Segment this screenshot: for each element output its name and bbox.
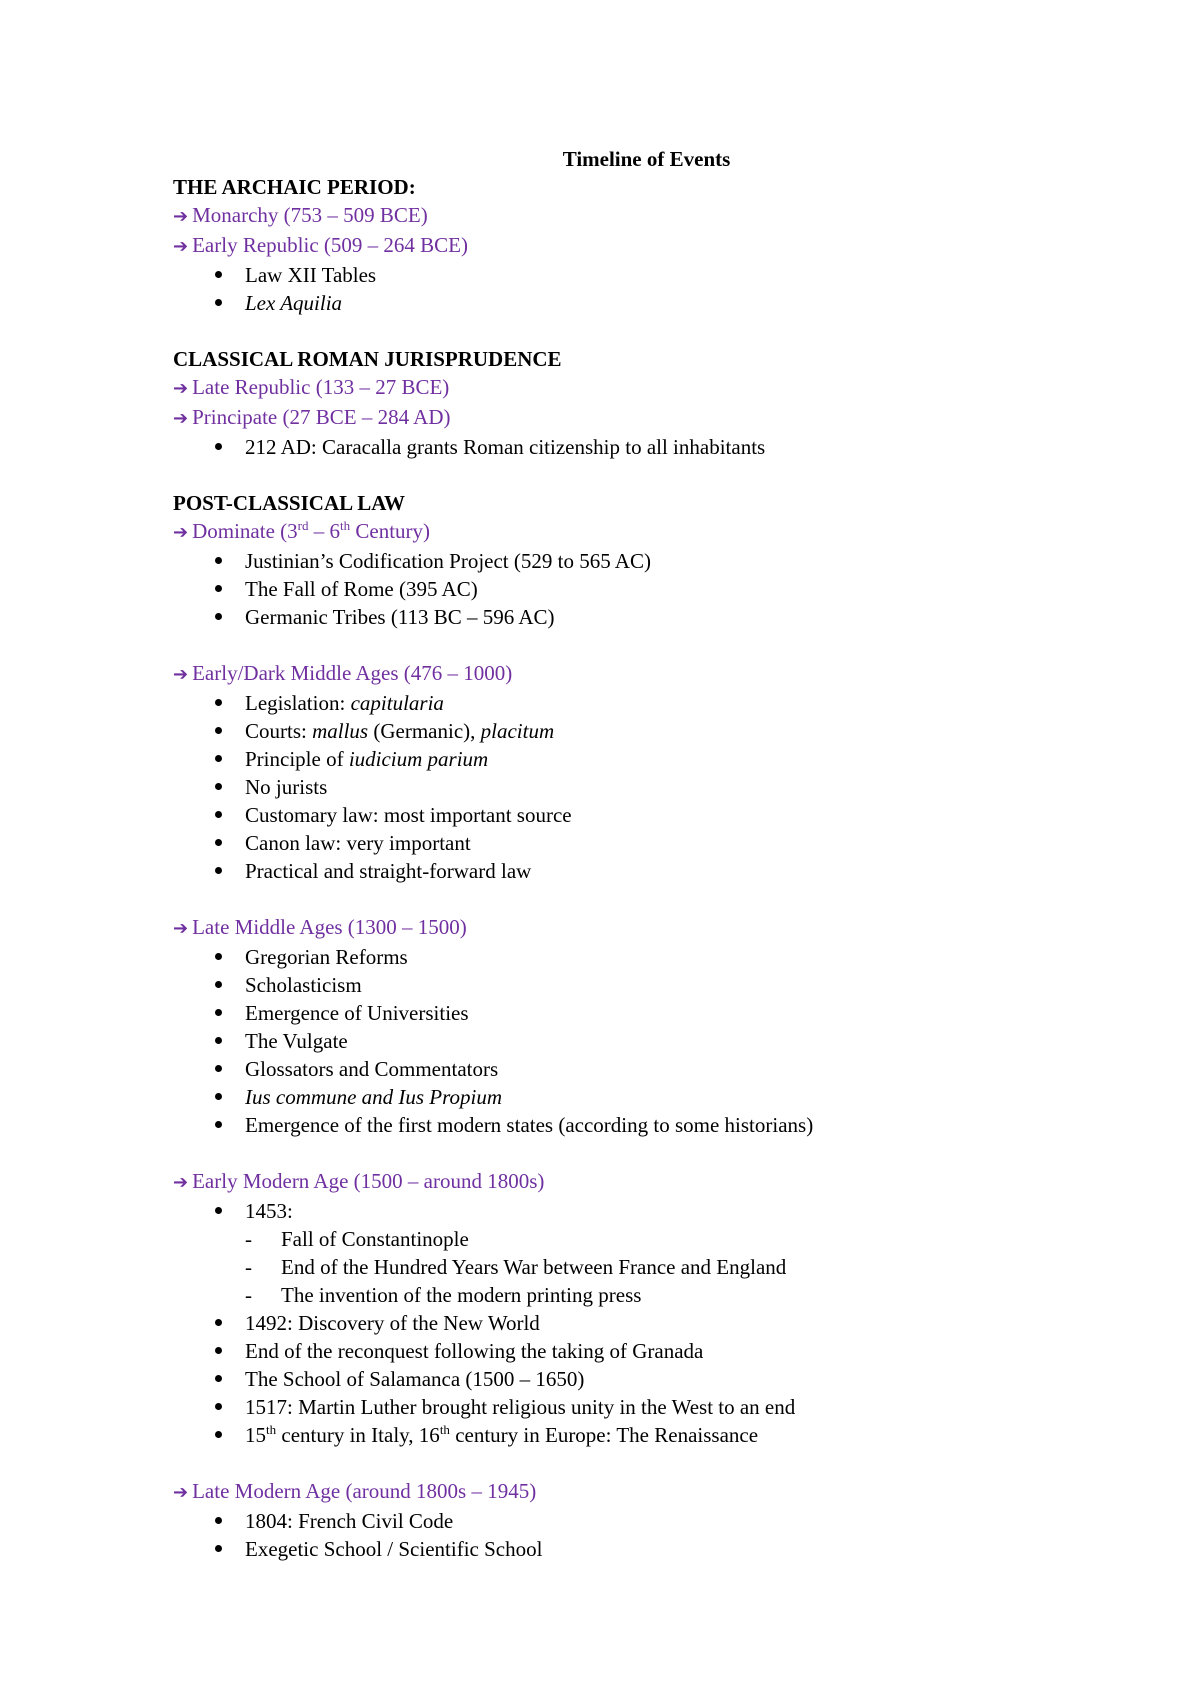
list-item: 1517: Martin Luther brought religious unity in the West to an end — [173, 1393, 1080, 1421]
list-item: Emergence of the first modern states (according to some historians) — [173, 1111, 1080, 1139]
section-late-modern-age — [173, 1477, 1080, 1563]
section-late-middle-ages — [173, 913, 1080, 1139]
period-line: ➔ Early Republic (509 – 264 BCE) — [173, 233, 468, 257]
section-heading: CLASSICAL ROMAN JURISPRUDENCE — [173, 347, 562, 371]
list-item: No jurists — [173, 773, 1080, 801]
period-line: ➔ Early Modern Age (1500 – around 1800s) — [173, 1169, 545, 1193]
right-arrow-icon: ➔ — [173, 236, 189, 257]
period-line: ➔ Late Modern Age (around 1800s – 1945) — [173, 1479, 537, 1503]
section-early-modern-age — [173, 1167, 1080, 1449]
dash-item: - The invention of the modern printing press — [173, 1281, 1080, 1309]
list-item: The Vulgate — [173, 1027, 1080, 1055]
bullet-list — [173, 433, 1080, 461]
section-heading: THE ARCHAIC PERIOD: — [173, 175, 416, 199]
right-arrow-icon: ➔ — [173, 378, 189, 399]
list-item: Glossators and Commentators — [173, 1055, 1080, 1083]
list-item: 1453: - Fall of Constantinople - End of the Hundred Years War between France and England - The invention of the modern printing press — [173, 1197, 1080, 1309]
section-post-classical — [173, 489, 1080, 631]
list-item: Scholasticism — [173, 971, 1080, 999]
dash-item: - Fall of Constantinople — [173, 1225, 1080, 1253]
bullet-list — [173, 943, 1080, 1139]
list-item: Emergence of Universities — [173, 999, 1080, 1027]
list-item: Legislation: capitularia — [173, 689, 1080, 717]
bullet-list — [173, 547, 1080, 631]
list-item: Principle of iudicium parium — [173, 745, 1080, 773]
bullet-list — [173, 1197, 1080, 1449]
right-arrow-icon: ➔ — [173, 664, 189, 685]
right-arrow-icon: ➔ — [173, 408, 189, 429]
right-arrow-icon: ➔ — [173, 1482, 189, 1503]
list-item: Law XII Tables — [173, 261, 1080, 289]
list-item: Courts: mallus (Germanic), placitum — [173, 717, 1080, 745]
right-arrow-icon: ➔ — [173, 206, 189, 227]
list-item: Canon law: very important — [173, 829, 1080, 857]
page-title: Timeline of Events — [562, 147, 731, 171]
list-item: The School of Salamanca (1500 – 1650) — [173, 1365, 1080, 1393]
list-item: 15th century in Italy, 16th century in Europe: The Renaissance — [173, 1421, 1080, 1449]
list-item: End of the reconquest following the taking of Granada — [173, 1337, 1080, 1365]
list-item: 212 AD: Caracalla grants Roman citizenship to all inhabitants — [173, 433, 1080, 461]
period-line: ➔ Principate (27 BCE – 284 AD) — [173, 405, 451, 429]
section-early-middle-ages — [173, 659, 1080, 885]
list-item: Germanic Tribes (113 BC – 596 AC) — [173, 603, 1080, 631]
period-line: ➔ Late Republic (133 – 27 BCE) — [173, 375, 450, 399]
right-arrow-icon: ➔ — [173, 522, 189, 543]
list-item: Customary law: most important source — [173, 801, 1080, 829]
list-item: 1804: French Civil Code — [173, 1507, 1080, 1535]
list-item: 1492: Discovery of the New World — [173, 1309, 1080, 1337]
list-item: Lex Aquilia — [173, 289, 1080, 317]
list-item: The Fall of Rome (395 AC) — [173, 575, 1080, 603]
period-line: ➔ Early/Dark Middle Ages (476 – 1000) — [173, 661, 513, 685]
list-item: Ius commune and Ius Propium — [173, 1083, 1080, 1111]
dash-item: - End of the Hundred Years War between France and England — [173, 1253, 1080, 1281]
list-item: Practical and straight-forward law — [173, 857, 1080, 885]
period-line: ➔ Late Middle Ages (1300 – 1500) — [173, 915, 467, 939]
period-line: ➔ Dominate (3rd – 6th Century) — [173, 518, 431, 543]
list-item: Justinian’s Codification Project (529 to 565 AC) — [173, 547, 1080, 575]
section-classical — [173, 345, 1080, 461]
list-item: Exegetic School / Scientific School — [173, 1535, 1080, 1563]
right-arrow-icon: ➔ — [173, 918, 189, 939]
period-line: ➔ Monarchy (753 – 509 BCE) — [173, 203, 428, 227]
section-heading: POST-CLASSICAL LAW — [173, 491, 406, 515]
bullet-list — [173, 689, 1080, 885]
section-archaic — [173, 173, 1080, 317]
bullet-list — [173, 261, 1080, 317]
bullet-list — [173, 1507, 1080, 1563]
right-arrow-icon: ➔ — [173, 1172, 189, 1193]
dash-list — [245, 1225, 1080, 1309]
list-item: Gregorian Reforms — [173, 943, 1080, 971]
